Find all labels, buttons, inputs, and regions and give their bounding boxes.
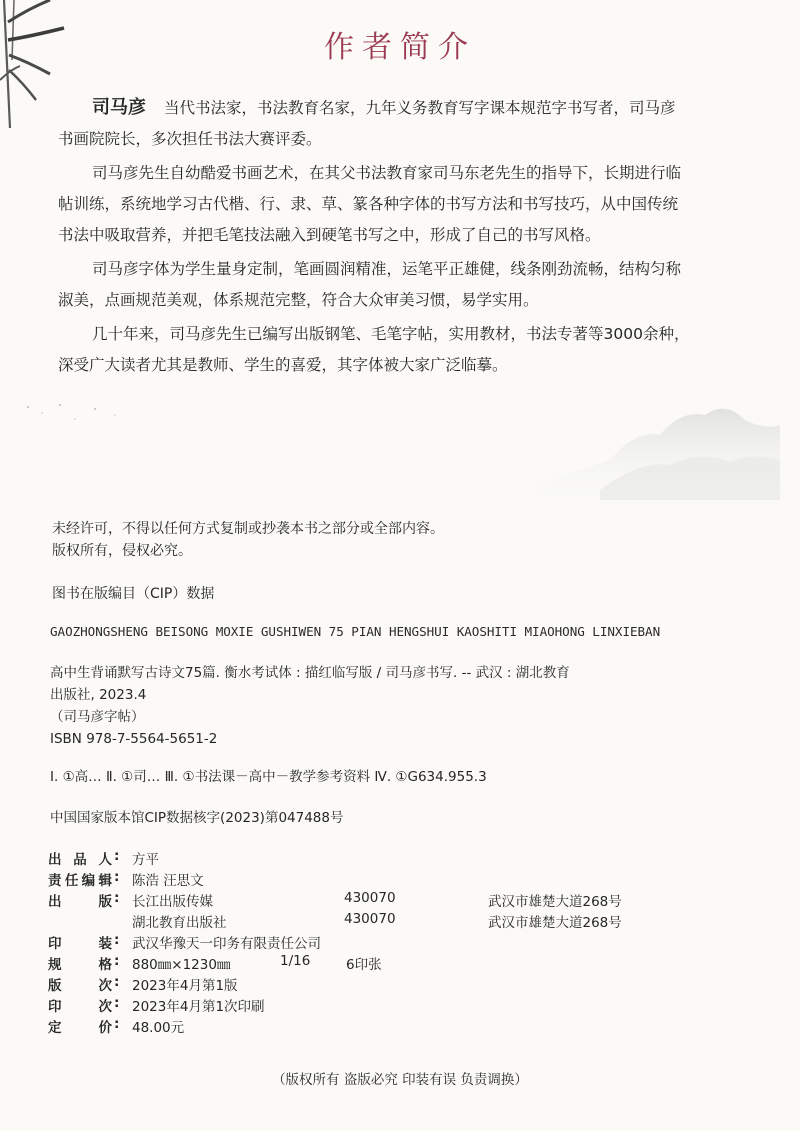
author-bio xyxy=(58,92,758,384)
imprint-value: 陈浩 汪思文 xyxy=(132,873,204,889)
imprint-value: 880㎜×1230㎜ xyxy=(132,957,231,973)
cip-desc-line: 高中生背诵默写古诗文75篇. 衡水考试体 : 描红临写版 / 司马彦书写. -- 武汉 : 湖北教育 xyxy=(50,665,570,681)
bio-line: 深受广大读者尤其是教师、学生的喜爱，其字体被大家广泛临摹。 xyxy=(58,356,508,374)
cip-classification: Ⅰ. ①高… Ⅱ. ①司… Ⅲ. ①书法课－高中－教学参考资料 Ⅳ. ①G634.955.3 xyxy=(50,769,487,785)
imprint-value: 方平 xyxy=(132,852,159,868)
bio-paragraph-2 xyxy=(58,158,758,251)
bio-line: 书法中吸取营养，并把毛笔技法融入到硬笔书写之中，形成了自己的书写风格。 xyxy=(58,226,601,244)
imprint-colon: : xyxy=(114,932,120,948)
bio-line: 司马彦字体为学生量身定制，笔画圆润精准，运笔平正雄健，线条刚劲流畅，结构匀称 xyxy=(92,260,682,278)
imprint-value: 6印张 xyxy=(346,957,382,973)
bio-paragraph-4 xyxy=(58,319,758,381)
page-title: 作者简介 xyxy=(324,30,476,65)
copyright-line: 未经许可，不得以任何方式复制或抄袭本书之部分或全部内容。 xyxy=(52,521,444,537)
mountain-ink-decoration xyxy=(540,390,780,500)
cip-desc-line: 出版社, 2023.4 xyxy=(50,687,147,703)
imprint-value: 1/16 xyxy=(280,953,311,969)
imprint-colon: : xyxy=(114,848,120,864)
imprint-label: 规格 xyxy=(48,957,112,973)
copyright-line: 版权所有，侵权必究。 xyxy=(52,543,192,559)
imprint-value: 2023年4月第1版 xyxy=(132,978,238,994)
bio-line: 几十年来，司马彦先生已编写出版钢笔、毛笔字帖，实用教材，书法专著等3000余种， xyxy=(92,325,690,343)
cip-pinyin-title: GAOZHONGSHENG BEISONG MOXIE GUSHIWEN 75 PIAN HENGSHUI KAOSHITI MIAOHONG LINXIEBAN xyxy=(50,624,661,639)
publisher-name: 湖北教育出版社 xyxy=(132,915,227,931)
bio-paragraph-1 xyxy=(58,92,758,155)
bio-paragraph-3 xyxy=(58,254,758,316)
imprint-label: 出品人 xyxy=(48,852,112,868)
cip-record-number: 中国国家版本馆CIP数据核字(2023)第047488号 xyxy=(50,810,344,826)
imprint-colon: : xyxy=(114,1016,120,1032)
isbn: ISBN 978-7-5564-5651-2 xyxy=(50,731,218,747)
bio-line: 当代书法家，书法教育名家，九年义务教育写字课本规范字书写者，司马彦 xyxy=(164,99,676,117)
imprint-label: 印装 xyxy=(48,936,112,952)
imprint-label: 定价 xyxy=(48,1020,112,1036)
imprint-colon: : xyxy=(114,869,120,885)
author-name: 司马彦 xyxy=(92,97,146,118)
imprint-label: 印次 xyxy=(48,999,112,1015)
imprint-label: 版次 xyxy=(48,978,112,994)
cip-description xyxy=(50,662,570,750)
publisher-address: 武汉市雄楚大道268号 xyxy=(488,894,622,910)
imprint-colon: : xyxy=(114,890,120,906)
publisher-postcode: 430070 xyxy=(344,911,396,927)
publisher-name: 长江出版传媒 xyxy=(132,894,213,910)
imprint-colon: : xyxy=(114,953,120,969)
imprint-colon: : xyxy=(114,995,120,1011)
bio-line: 书画院院长，多次担任书法大赛评委。 xyxy=(58,130,322,148)
imprint-colon: : xyxy=(114,974,120,990)
cip-desc-line: （司马彦字帖） xyxy=(50,709,145,725)
copyright-notice xyxy=(52,518,444,562)
imprint-label: 责任编辑 xyxy=(48,873,112,889)
imprint-label: 出版 xyxy=(48,894,112,910)
bio-line: 帖训练，系统地学习古代楷、行、隶、草、篆各种字体的书写方法和书写技巧，从中国传统 xyxy=(58,195,679,213)
imprint-value: 2023年4月第1次印刷 xyxy=(132,999,265,1015)
price-value: 48.00元 xyxy=(132,1020,185,1036)
ink-specks-decoration xyxy=(20,395,140,435)
imprint-value: 武汉华豫天一印务有限责任公司 xyxy=(132,936,321,952)
footer-notice: （版权所有 盗版必究 印装有误 负责调换） xyxy=(272,1072,528,1088)
bio-line: 司马彦先生自幼酷爱书画艺术，在其父书法教育家司马东老先生的指导下，长期进行临 xyxy=(92,164,682,182)
cip-heading: 图书在版编目（CIP）数据 xyxy=(52,586,215,602)
bio-line: 淑美，点画规范美观，体系规范完整，符合大众审美习惯，易学实用。 xyxy=(58,291,539,309)
publisher-postcode: 430070 xyxy=(344,890,396,906)
publisher-address: 武汉市雄楚大道268号 xyxy=(488,915,622,931)
